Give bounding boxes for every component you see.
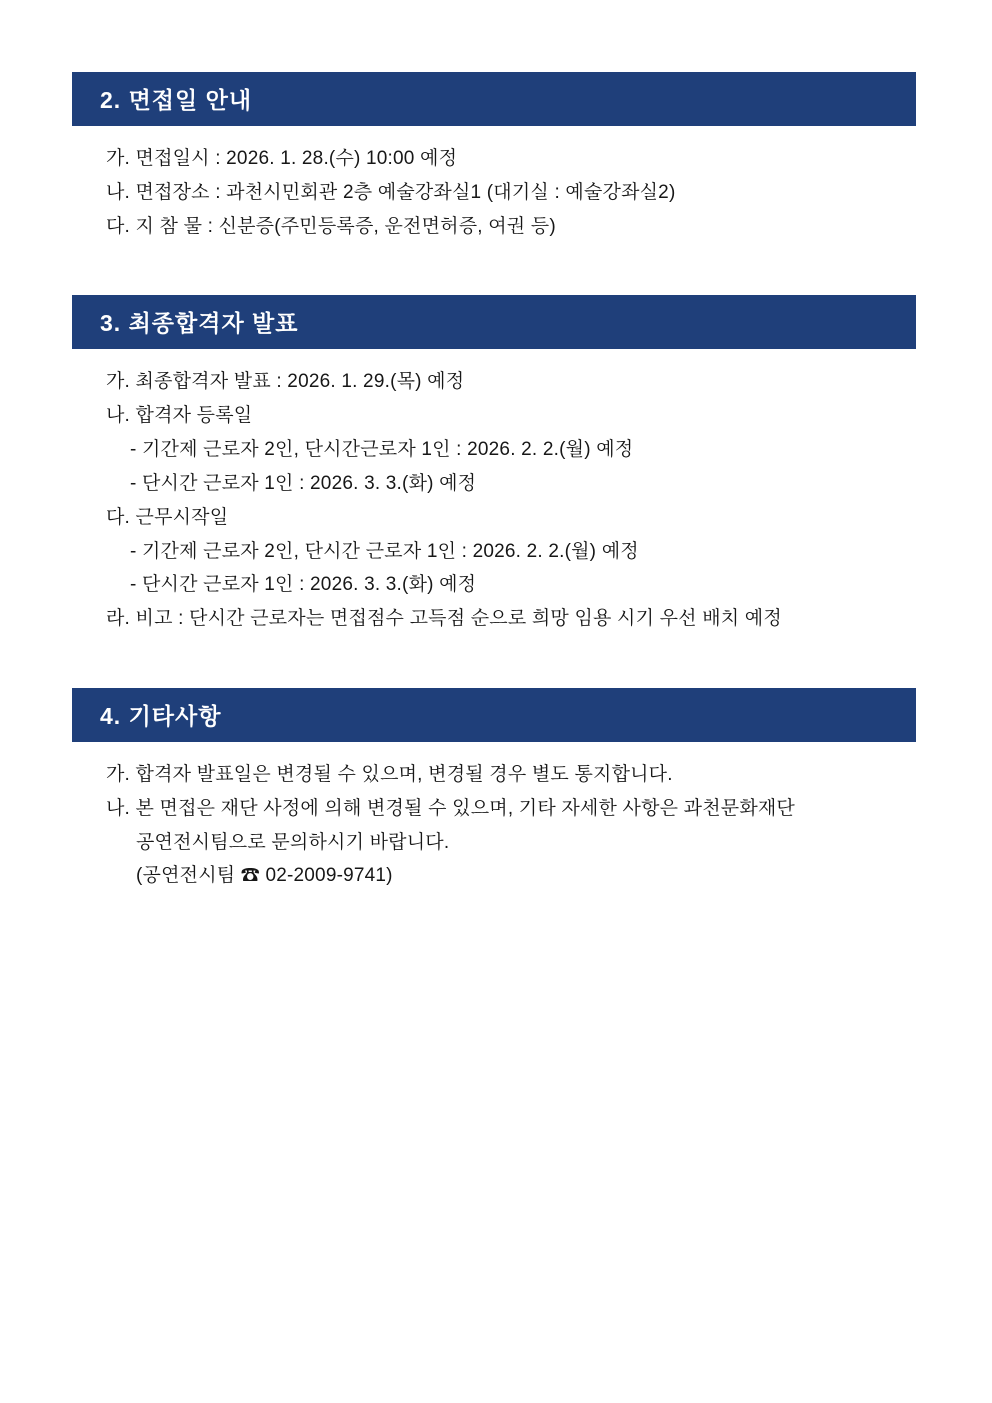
section-interview-info [72,72,932,243]
section-body [72,136,932,243]
text-line: - 단시간 근로자 1인 : 2026. 3. 3.(화) 예정 [130,574,477,596]
text-line: - 단시간 근로자 1인 : 2026. 3. 3.(화) 예정 [130,472,477,494]
text-line: 가. 최종합격자 발표 : 2026. 1. 29.(목) 예정 [106,371,465,393]
text-line: 가. 면접일시 : 2026. 1. 28.(수) 10:00 예정 [106,148,458,169]
text-line: - 기간제 근로자 2인, 단시간 근로자 1인 : 2026. 2. 2.(월) 예정 [130,540,639,562]
text-line: - 기간제 근로자 2인, 단시간근로자 1인 : 2026. 2. 2.(월) 예정 [130,439,634,461]
section-final-announcement [72,295,932,636]
section-heading: 4. 기타사항 [72,688,916,742]
text-line: 공연전시팀으로 문의하시기 바랍니다. [136,831,450,853]
text-line: (공연전시팀 ☎ 02-2009-9741) [136,865,393,887]
section-body [72,752,932,893]
section-other-matters [72,688,932,893]
text-line: 라. 비고 : 단시간 근로자는 면접점수 고득점 순으로 희망 임용 시기 우선 배치 예정 [106,608,782,630]
text-line: 나. 본 면접은 재단 사정에 의해 변경될 수 있으며, 기타 자세한 사항은 과천문화재단 [106,797,795,819]
section-heading: 2. 면접일 안내 [72,72,916,126]
section-body [72,359,932,636]
section-spacer [72,277,932,295]
text-line: 다. 지 참 물 : 신분증(주민등록증, 운전면허증, 여권 등) [106,215,556,237]
section-spacer [72,670,932,688]
section-heading: 3. 최종합격자 발표 [72,295,916,349]
text-line: 다. 근무시작일 [106,506,229,528]
text-line: 가. 합격자 발표일은 변경될 수 있으며, 변경될 경우 별도 통지합니다. [106,763,673,785]
text-line: 나. 합격자 등록일 [106,405,253,427]
text-line: 나. 면접장소 : 과천시민회관 2층 예술강좌실1 (대기실 : 예술강좌실2) [106,181,676,203]
